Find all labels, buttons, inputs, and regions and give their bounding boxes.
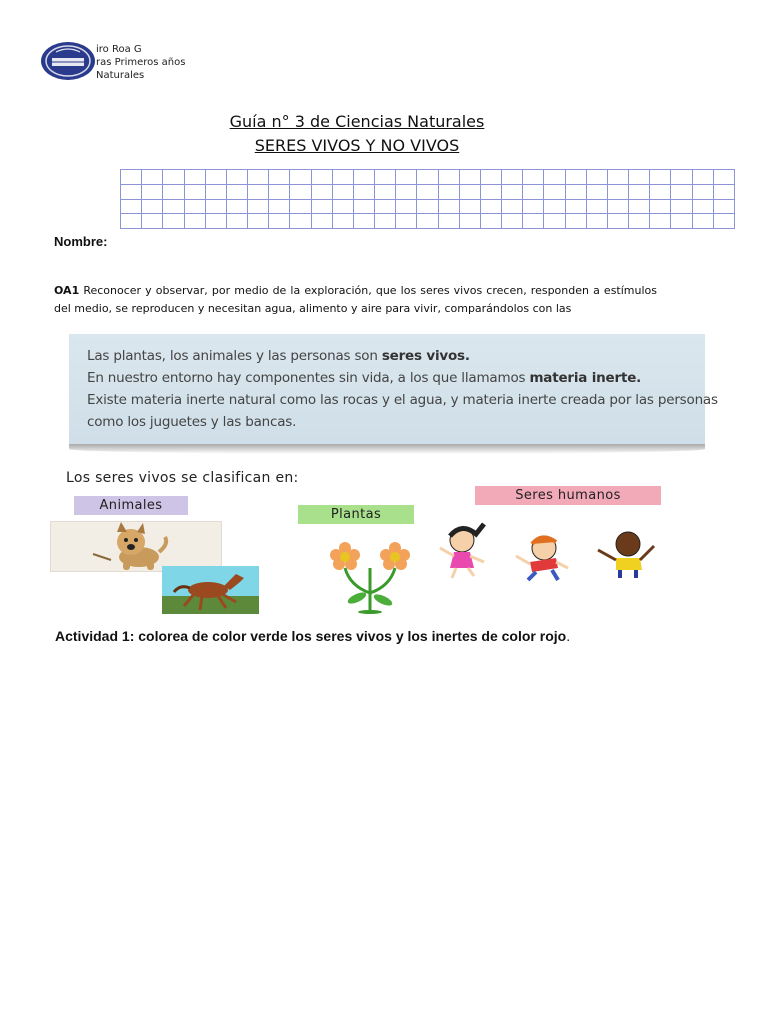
page-title: Guía n° 3 de Ciencias Naturales (229, 112, 485, 131)
info-line-1 (87, 345, 705, 367)
animals-tag: Animales (74, 496, 188, 515)
info-line-4: como los juguetes y las bancas. (87, 414, 297, 430)
name-label: Nombre: (54, 234, 108, 249)
info-box (69, 334, 718, 444)
objective-code: OA1 (54, 284, 80, 297)
header-line-1: iro Roa G (96, 44, 142, 55)
info-line-2 (87, 367, 705, 389)
info-box-shadow (69, 444, 705, 454)
info-line-2-bold: materia inerte. (529, 370, 642, 386)
horse-icon (162, 566, 259, 614)
plants-tag: Plantas (298, 505, 414, 524)
page-subtitle: SERES VIVOS Y NO VIVOS (254, 136, 460, 155)
info-line-1-text: Las plantas, los animales y las personas son (87, 348, 382, 364)
info-line-1-bold: seres vivos. (381, 348, 470, 364)
header-line-2: ras Primeros años (96, 57, 186, 68)
writing-grid (120, 169, 735, 229)
school-logo-icon (40, 40, 96, 82)
children-icon (432, 518, 662, 584)
header-line-3: Naturales (96, 70, 145, 81)
humans-tag: Seres humanos (475, 486, 661, 505)
info-line-3: Existe materia inerte natural como las rocas y el agua, y materia inerte creada por las personas (87, 392, 718, 408)
activity-end: . (566, 628, 571, 644)
info-line-2-text: En nuestro entorno hay componentes sin vida, a los que llamamos (87, 370, 530, 386)
dog-image (50, 521, 222, 572)
horse-image (162, 566, 259, 614)
activity-text: Actividad 1: colorea de color verde los seres vivos y los inertes de color rojo (55, 628, 567, 644)
activity-instruction (55, 628, 570, 644)
flower-icon (315, 538, 425, 614)
objective-text (54, 282, 657, 318)
objective-description: Reconocer y observar, por medio de la exploración, que los seres vivos crecen, responden a estímulos del medio, se reproducen y necesitan agua, alimento y aire para vivir, comparándolos con las (54, 284, 657, 315)
classification-title: Los seres vivos se clasifican en: (66, 470, 299, 486)
dog-icon (51, 522, 221, 571)
